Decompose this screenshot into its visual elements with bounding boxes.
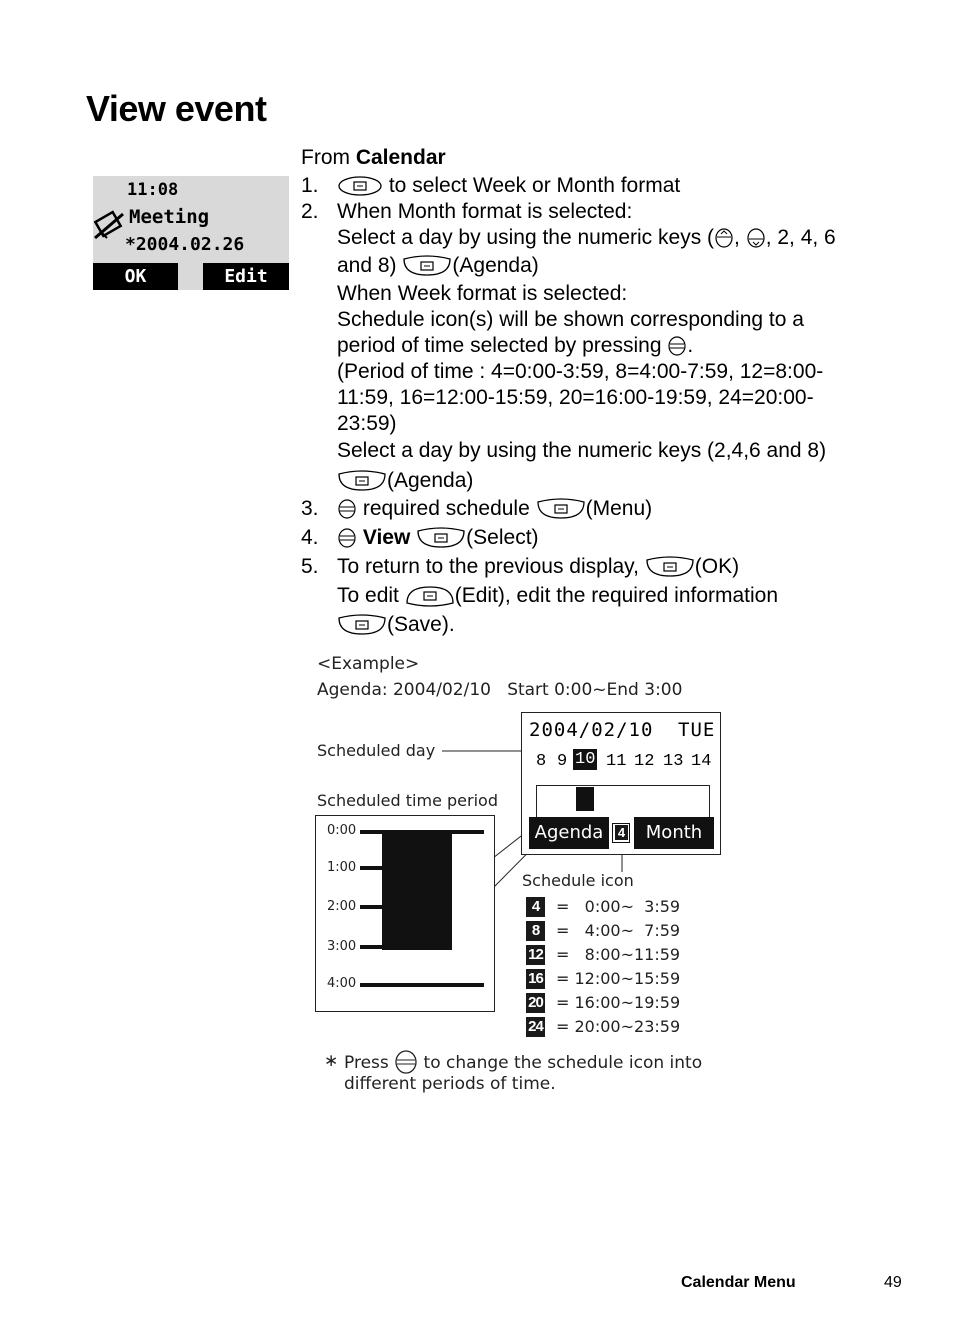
schedule-icon-center: 4 (612, 823, 630, 843)
note-star: ∗ (324, 1051, 339, 1071)
example-screen-weekday: TUE (678, 719, 716, 741)
step-3-line: required schedule (Menu) (337, 496, 652, 522)
step-5-line-1: To return to the previous display, (OK) (337, 555, 740, 578)
nav-key-icon (394, 1050, 418, 1074)
schedule-icon-8: 8 (526, 921, 545, 941)
time-tick: 2:00 (327, 899, 357, 914)
step-4-number: 4. (301, 526, 319, 549)
legend-range: = 20:00~23:59 (556, 1017, 681, 1036)
phone-screen (93, 176, 289, 290)
example-days-row (536, 752, 716, 776)
nav-up-key-icon (714, 227, 734, 249)
time-tick: 1:00 (327, 860, 357, 875)
memo-pencil-icon (93, 208, 129, 242)
nav-down-key-icon (746, 227, 766, 249)
footer-section: Calendar Menu (681, 1274, 796, 1291)
page-title: View event (86, 88, 267, 129)
schedule-icon-20: 20 (526, 993, 545, 1013)
step-5-number: 5. (301, 555, 319, 578)
soft-key-icon (416, 527, 466, 549)
label-schedule-icon: Schedule icon (522, 871, 634, 890)
legend-range: = 8:00~11:59 (556, 945, 681, 964)
time-period-box (315, 815, 495, 1012)
legend-row (526, 897, 726, 919)
soft-key-icon (337, 175, 383, 197)
tick-mark (360, 983, 484, 987)
example-agenda-line: Agenda: 2004/02/10 Start 0:00~End 3:00 (317, 680, 683, 700)
step-2-line-7: (Period of time : 4=0:00-3:59, 8=4:00-7:59, 12=8:00- (337, 360, 824, 383)
schedule-icon-12: 12 (526, 945, 545, 965)
day-cell[interactable]: 11 (606, 752, 627, 771)
step-2-number: 2. (301, 200, 319, 223)
label-scheduled-day: Scheduled day (317, 741, 436, 760)
legend-row (526, 921, 726, 943)
screen-time: 11:08 (127, 180, 179, 200)
schedule-icon-16: 16 (526, 969, 545, 989)
label-scheduled-time-period: Scheduled time period (317, 791, 498, 810)
step-5-line-2: To edit (Edit), edit the required information (337, 584, 779, 607)
soft-key-icon (402, 255, 452, 277)
legend-range: = 0:00~ 3:59 (556, 897, 681, 916)
step-2-line-6: period of time selected by pressing . (337, 334, 694, 357)
screen-event-title: Meeting (129, 206, 210, 228)
note-line-2: different periods of time. (344, 1074, 556, 1094)
softkey-month[interactable]: Month (634, 817, 714, 849)
legend-range: = 4:00~ 7:59 (556, 921, 681, 940)
day-cell[interactable]: 14 (691, 752, 712, 771)
example-screen-date: 2004/02/10 (529, 719, 654, 741)
softkey-ok[interactable]: OK (93, 263, 178, 290)
step-1-number: 1. (301, 174, 319, 197)
step-4-line: View (Select) (337, 525, 539, 551)
nav-key-icon (667, 335, 687, 357)
soft-key-icon (645, 556, 695, 578)
step-2-line-10: Select a day by using the numeric keys (2,4,6 and 8) (337, 439, 827, 462)
legend-row (526, 993, 726, 1015)
day-cell[interactable]: 13 (663, 752, 684, 771)
legend-range: = 16:00~19:59 (556, 993, 681, 1012)
scheduled-period-bar (382, 830, 452, 950)
from-line: From Calendar (301, 146, 446, 169)
step-2-line-2: Select a day by using the numeric keys ( , , 2, 4, 6 (337, 226, 836, 249)
step-2-line-4: When Week format is selected: (337, 282, 628, 305)
scheduled-block (576, 787, 594, 811)
schedule-icon-24: 24 (526, 1017, 545, 1037)
legend-range: = 12:00~15:59 (556, 969, 681, 988)
step-3-number: 3. (301, 497, 319, 520)
example-phone-screen (521, 712, 721, 855)
day-cell[interactable]: 9 (557, 752, 568, 771)
example-heading: <Example> (317, 654, 420, 674)
from-menu-name: Calendar (355, 146, 446, 169)
legend-row (526, 1017, 726, 1039)
day-cell[interactable]: 12 (634, 752, 655, 771)
step-2-line-9: 23:59) (337, 412, 397, 435)
time-tick: 0:00 (327, 823, 357, 838)
time-tick: 4:00 (327, 976, 357, 991)
legend-row (526, 945, 726, 967)
soft-key-icon (337, 470, 387, 492)
softkey-edit[interactable]: Edit (203, 263, 289, 290)
softkey-agenda[interactable]: Agenda (529, 817, 609, 849)
soft-key-icon (337, 614, 387, 636)
step-5-line-3: (Save). (337, 612, 455, 638)
page-number: 49 (884, 1274, 902, 1291)
time-tick: 3:00 (327, 939, 357, 954)
step-1-line: to select Week or Month format (337, 173, 680, 199)
view-menu-name: View (362, 526, 411, 549)
soft-key-icon (536, 498, 586, 520)
legend-row (526, 969, 726, 991)
nav-key-icon (337, 527, 357, 549)
step-2-line-1: When Month format is selected: (337, 200, 633, 223)
step-2-line-5: Schedule icon(s) will be shown corresponding to a (337, 308, 804, 331)
step-2-line-11: (Agenda) (337, 468, 473, 494)
nav-key-icon (337, 498, 357, 520)
tick-mark (360, 866, 382, 870)
step-2-line-3: and 8) (Agenda) (337, 254, 539, 277)
soft-key-icon (405, 585, 455, 607)
tick-mark (360, 945, 382, 949)
tick-mark (360, 905, 382, 909)
screen-event-date: *2004.02.26 (125, 234, 245, 255)
schedule-icon-4: 4 (526, 897, 545, 917)
note-line-1: Press to change the schedule icon into (344, 1050, 702, 1074)
day-cell-selected[interactable]: 10 (575, 750, 596, 769)
day-cell[interactable]: 8 (536, 752, 547, 771)
step-2-line-8: 11:59, 16=12:00-15:59, 20=16:00-19:59, 24=20:00- (337, 386, 814, 409)
